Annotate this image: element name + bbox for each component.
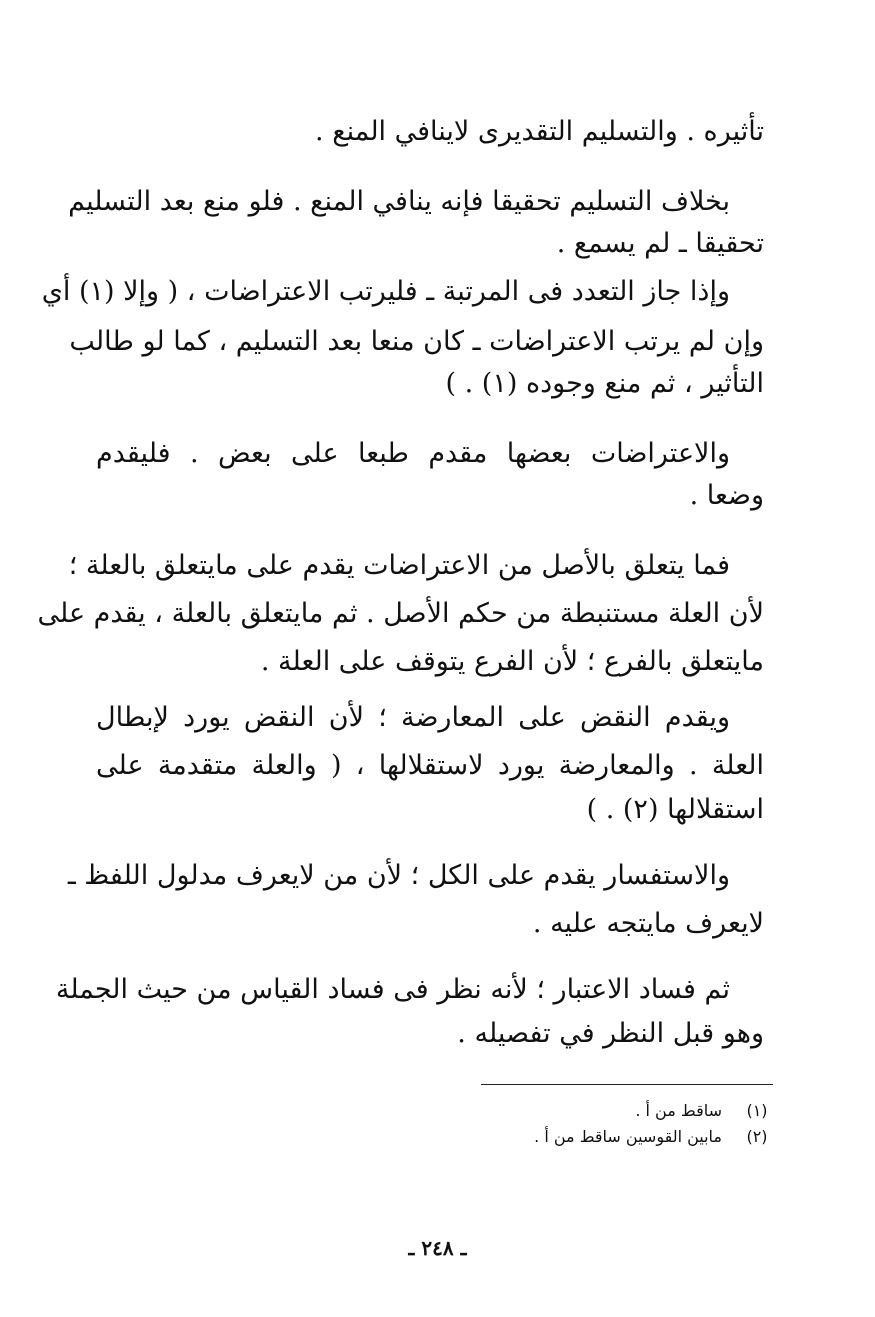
footnote-item (534, 1124, 770, 1150)
footnote-separator (481, 1084, 773, 1085)
text-line: فما يتعلق بالأصل من الاعتراضات يقدم على مايتعلق بالعلة ؛ (68, 550, 730, 581)
text-line: بخلاف التسليم تحقيقا فإنه ينافي المنع . فلو منع بعد التسليم (68, 186, 730, 217)
text-line: وإن لم يرتب الاعتراضات ـ كان منعا بعد التسليم ، كما لو طالب (69, 326, 764, 357)
text-line: والاستفسار يقدم على الكل ؛ لأن من لايعرف مدلول اللفظ ـ (67, 860, 730, 891)
text-line: وإذا جاز التعدد فى المرتبة ـ فليرتب الاعتراضات ، ( وإلا (١) أي (41, 276, 730, 307)
footnote-text: مابين القوسين ساقط من أ . (534, 1127, 722, 1146)
footnote-text: ساقط من أ . (635, 1101, 722, 1120)
text-line: العلة . والمعارضة يورد لاستقلالها ، ( والعلة متقدمة على (96, 750, 764, 781)
footnote-item (635, 1098, 770, 1124)
text-line: ويقدم النقض على المعارضة ؛ لأن النقض يورد لإبطال (96, 702, 730, 733)
text-line: والاعتراضات بعضها مقدم طبعا على بعض . فليقدم (96, 438, 730, 469)
footnote-number: (٢) (746, 1127, 768, 1146)
text-line: مايتعلق بالفرع ؛ لأن الفرع يتوقف على العلة . (260, 646, 764, 677)
text-line: وضعا . (689, 480, 764, 511)
text-line: ثم فساد الاعتبار ؛ لأنه نظر فى فساد القياس من حيث الجملة (55, 974, 730, 1005)
text-line: تأثيره . والتسليم التقديرى لاينافي المنع . (315, 116, 764, 147)
page-number: ـ ٢٤٨ ـ (408, 1236, 467, 1260)
text-line: التأثير ، ثم منع وجوده (١) . ) (445, 368, 764, 399)
text-line: استقلالها (٢) . ) (586, 794, 764, 825)
text-line: لأن العلة مستنبطة من حكم الأصل . ثم مايتعلق بالعلة ، يقدم على (37, 598, 764, 629)
text-line: وهو قبل النظر في تفصيله . (457, 1018, 764, 1049)
text-line: تحقيقا ـ لم يسمع . (556, 228, 764, 259)
footnote-number: (١) (746, 1101, 768, 1120)
text-line: لايعرف مايتجه عليه . (532, 908, 764, 939)
